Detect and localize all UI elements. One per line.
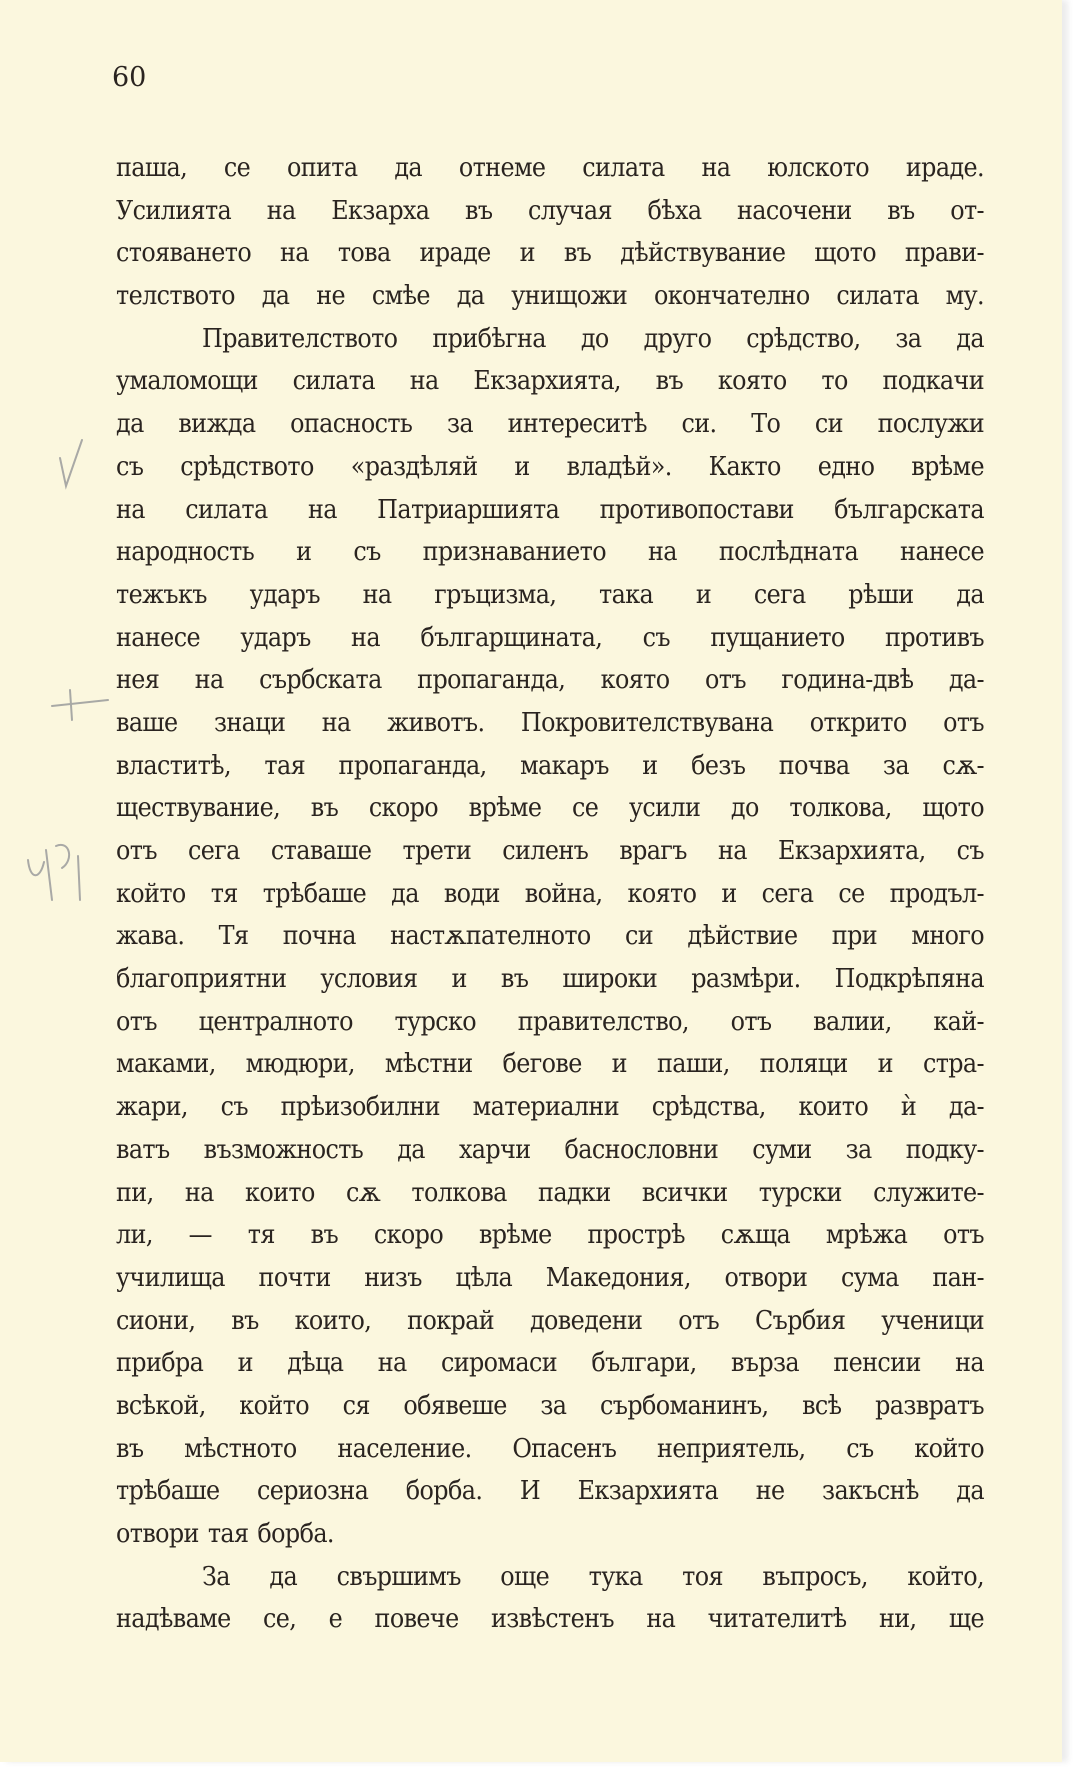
check-mark-icon — [60, 440, 82, 486]
text-line: сиони, въ които, покрай доведени отъ Сърбия ученици — [116, 1304, 984, 1336]
text-line: съ срѣдството «раздѣляй и владѣй». Както едно врѣме — [116, 450, 984, 482]
text-line: на силата на Патриаршията противопостави българската — [116, 493, 984, 525]
text-line: надѣваме се, е повече извѣстенъ на читателитѣ ни, ще — [116, 1603, 984, 1635]
text-line: въ мѣстното население. Опасенъ неприятель, съ който — [116, 1432, 984, 1464]
text-line: телството да не смѣе да унищожи окончателно силата му. — [116, 280, 984, 312]
text-line: стояването на това ираде и въ дѣйствувание щото прави- — [116, 237, 984, 269]
pencil-margin-marks — [0, 0, 130, 1762]
text-line: който тя трѣбаше да води война, която и сега се продъл- — [116, 877, 984, 909]
text-line: жава. Тя почна настѫпателното си дѣйствие при много — [116, 920, 984, 952]
text-line: маками, мюдюри, мѣстни бегове и паши, поляци и стра- — [116, 1048, 984, 1080]
pencil-tick-icon — [70, 690, 72, 720]
text-line: умаломощи силата на Екзархията, въ която то подкачи — [116, 365, 984, 397]
text-line: Правителството прибѣгна до друго срѣдство, за да — [202, 322, 984, 354]
text-line: благоприятни условия и въ широки размѣри. Подкрѣпяна — [116, 963, 984, 995]
page-number: 60 — [112, 62, 147, 93]
text-line: всѣкой, който ся обявеше за сърбоманинъ, всѣ развратъ — [116, 1389, 984, 1421]
text-line: прибра и дѣца на сиромаси българи, върза пенсии на — [116, 1347, 984, 1379]
text-line: отвори тая борба. — [116, 1518, 334, 1549]
text-line: властитѣ, тая пропаганда, макаръ и безъ почва за сѫ- — [116, 749, 984, 781]
text-line: Усилията на Екзарха въ случая бѣха насочени въ от- — [116, 194, 984, 226]
pencil-dash-icon — [52, 700, 108, 706]
text-line: ваше знаци на животъ. Покровителствувана открито отъ — [116, 706, 984, 738]
text-line: отъ централното турско правителство, отъ валии, кай- — [116, 1005, 984, 1037]
text-line: народность и съ признаванието на послѣдната нанесе — [116, 536, 984, 568]
text-line: да вижда опасность за интереситѣ си. То си послужи — [116, 408, 984, 440]
text-line: ществувание, въ скоро врѣме се усили до толкова, щото — [116, 792, 984, 824]
text-line: ли, — тя въ скоро врѣме прострѣ сѫща мрѣжа отъ — [116, 1219, 984, 1251]
text-line: жари, съ прѣизобилни материални срѣдства, които ѝ да- — [116, 1091, 984, 1123]
text-line: тежъкъ ударъ на гръцизма, така и сега рѣши да — [116, 578, 984, 610]
text-line: ватъ възможность да харчи баснословни суми за подку- — [116, 1133, 984, 1165]
text-line: За да свършимъ още тука тоя въпросъ, който, — [202, 1560, 984, 1592]
text-line: отъ сега ставаше трети силенъ врагъ на Екзархията, съ — [116, 835, 984, 866]
text-line: училища почти низъ цѣла Македония, отвори сума пан- — [116, 1261, 984, 1293]
text-line: нея на сърбската пропаганда, която отъ година-двѣ да- — [116, 664, 984, 696]
text-line: паша, се опита да отнеме силата на юлското ираде. — [116, 152, 984, 183]
text-line: трѣбаше сериозна борба. И Екзархията не закъснѣ да — [116, 1475, 984, 1507]
text-line: пи, на които сѫ толкова падки всички турски служите- — [116, 1176, 984, 1208]
pencil-scribble-icon — [28, 845, 80, 900]
body-text — [116, 147, 984, 1641]
text-line: нанесе ударъ на българщината, съ пущанието противъ — [116, 621, 984, 653]
